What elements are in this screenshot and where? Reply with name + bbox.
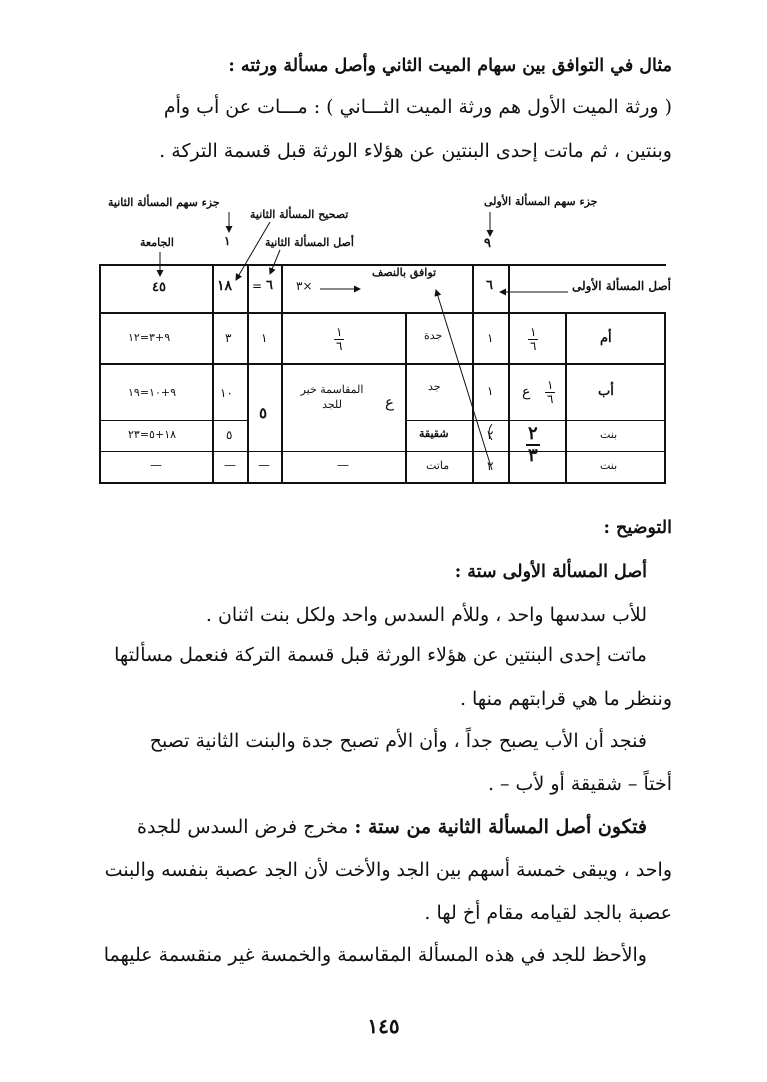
total-father: ٩+١٠=١٩ xyxy=(128,386,177,399)
share1-daughter-1: ٢ xyxy=(487,428,494,442)
label-correction2: تصحيح المسألة الثانية xyxy=(250,208,349,221)
explanation-line-5: فنجد أن الأب يصبح جداً ، وأن الأم تصبح جدة والبنت الثانية تصبح xyxy=(149,730,647,752)
muqasama-text: المقاسمة خير للجد xyxy=(300,383,364,411)
corr-grandmother: ٣ xyxy=(225,331,232,345)
label-origin2: أصل المسألة الثانية xyxy=(265,236,354,249)
heir-daughter-2: بنت xyxy=(600,459,618,472)
diagram-arrows xyxy=(0,0,767,520)
heir-father: أب xyxy=(598,384,614,399)
jamia-value: ٤٥ xyxy=(152,280,166,295)
fraction-mother: ١ ٦ xyxy=(530,325,537,353)
share1-father: ١ xyxy=(487,384,494,398)
fraction-grandmother: ١ ٦ xyxy=(336,325,343,353)
explanation-line-4: وننظر ما هي قرابتهم منها . xyxy=(459,688,672,710)
label-origin1: أصل المسألة الأولى xyxy=(572,279,671,293)
fraction-daughters: ٢ ٣ xyxy=(528,423,538,466)
explanation-line-7: فتكون أصل المسألة الثانية من ستة : مخرج فرض السدس للجدة xyxy=(137,816,647,838)
share2-grandfather: ٥ xyxy=(259,404,268,422)
example-heading: مثال في التوافق بين سهام الميت الثاني وأصل مسألة ورثته : xyxy=(228,56,672,76)
heir-daughter-1: بنت xyxy=(600,428,618,441)
page-number: ١٤٥ xyxy=(367,1014,400,1038)
share1-daughter-2: ٢ xyxy=(487,459,494,473)
heir2-grandmother: جدة xyxy=(424,329,443,342)
intro-line-1: ( ورثة الميت الأول هم ورثة الميت الثـــاني ) : مـــات عن أب وأم xyxy=(163,96,672,118)
fraction-father: ١ ٦ xyxy=(547,378,554,406)
explanation-line-9: عصبة بالجد لقيامه مقام أخ لها . xyxy=(424,902,672,924)
label-share1: جزء سهم المسألة الأولى xyxy=(484,195,598,208)
label-share2: جزء سهم المسألة الثانية xyxy=(108,196,220,209)
intro-line-2: وبنتين ، ثم ماتت إحدى البنتين عن هؤلاء الورثة قبل قسمة التركة . xyxy=(159,140,672,162)
explanation-title: التوضيح : xyxy=(603,518,672,538)
equals-sign: = xyxy=(252,279,263,293)
asaba-grandfather: ع xyxy=(385,393,394,411)
share2-value: ١ xyxy=(224,234,231,248)
origin2-value: ٦ xyxy=(266,278,273,293)
explanation-line-2: للأب سدسها واحد ، وللأم السدس واحد ولكل بنت اثنان . xyxy=(205,604,647,626)
asaba-father: ع xyxy=(522,384,531,400)
share1-value: ٩ xyxy=(484,236,491,251)
explanation-line-8: واحد ، ويبقى خمسة أسهم بين الجد والأخت لأن الجد عصبة بنفسه والبنت xyxy=(104,859,672,881)
heir2-sister: شقيقة xyxy=(419,427,449,440)
corr-sister: ٥ xyxy=(226,428,233,442)
share1-mother: ١ xyxy=(487,331,494,345)
total-mother: ٩+٣=١٢ xyxy=(128,331,171,344)
heir2-grandfather: جد xyxy=(428,380,441,393)
explanation-line-1: أصل المسألة الأولى ستة : xyxy=(454,562,647,582)
share2-grandmother: ١ xyxy=(261,331,268,345)
explanation-line-6: أختاً – شقيقة أو لأب – . xyxy=(487,773,672,795)
frac2-deceased: — xyxy=(337,458,349,472)
label-tawafuq: توافق بالنصف xyxy=(372,266,437,279)
explanation-line-10: والأحظ للجد في هذه المسألة المقاسمة والخمسة غير منقسمة عليهما xyxy=(103,944,647,966)
corr-grandfather: ١٠ xyxy=(220,386,233,400)
times-three: ×٣ xyxy=(296,279,313,293)
heir-mother: أم xyxy=(600,331,612,346)
total-deceased: — xyxy=(150,458,162,472)
label-jamia: الجامعة xyxy=(140,236,174,249)
share2-deceased: — xyxy=(258,458,270,472)
origin1-value: ٦ xyxy=(486,278,493,293)
explanation-line-3: ماتت إحدى البنتين عن هؤلاء الورثة قبل قسمة التركة فنعمل مسألتها xyxy=(114,644,647,666)
correction2-value: ١٨ xyxy=(217,278,233,294)
corr-deceased: — xyxy=(224,458,236,472)
total-daughter: ١٨+٥=٢٣ xyxy=(128,428,177,441)
heir2-deceased: ماتت xyxy=(426,459,450,472)
